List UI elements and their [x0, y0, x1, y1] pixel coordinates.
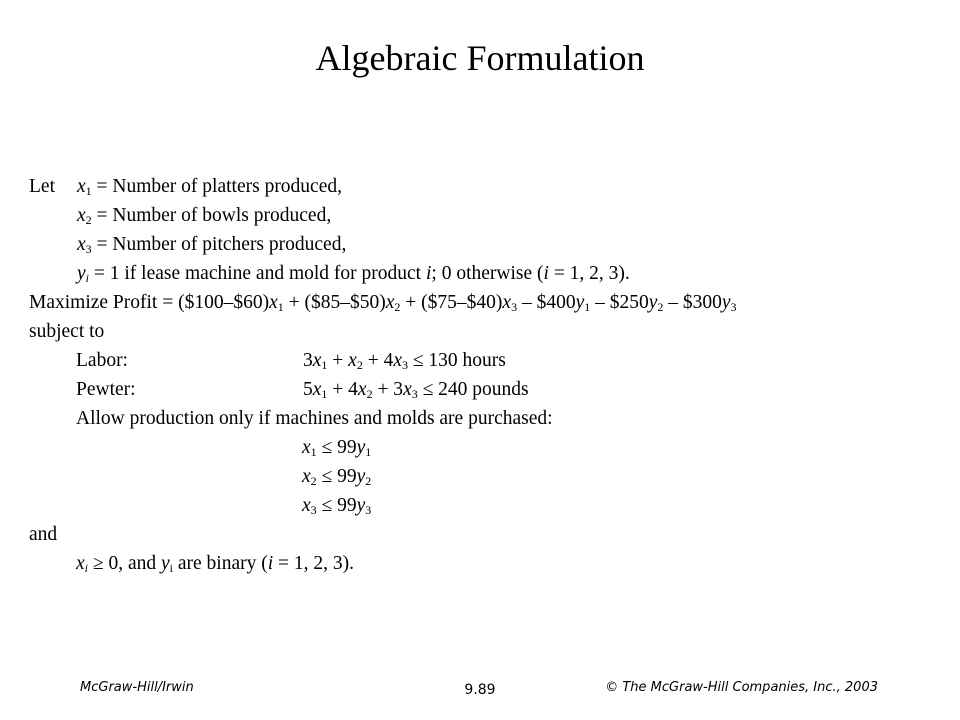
nonnegativity-constraint: $x_i \ge 0$, and $y_i$ are binary (i = 1, 2, 3). [76, 553, 355, 575]
footer-copyright: © The McGraw-Hill Companies, Inc., 2003 [605, 680, 878, 695]
linking-constraint-3: $x_3 \le 99y_3$ [302, 495, 372, 517]
constraint-labor: Labor: $3x_1 + x_2 + 4x_3 \le 130$ hours [76, 350, 506, 372]
definition-line-x2: $x_2$ = Number of bowls produced, [77, 205, 332, 227]
definition-line-x3: $x_3$ = Number of pitchers produced, [77, 234, 347, 256]
constraint-pewter: Pewter: $5x_1 + 4x_2 + 3x_3 \le 240$ pounds [76, 379, 529, 401]
subject-to-label: subject to [29, 321, 105, 342]
definition-line-x1: Let $x_1$ = Number of platters produced, [29, 172, 954, 201]
linking-constraint-2: $x_2 \le 99y_2$ [302, 466, 372, 488]
footer-publisher: McGraw-Hill/Irwin [80, 680, 194, 695]
objective-function: Maximize Profit = $(\$100-\$60)x_1$ + $(\$85-\$50)x_2$ + $(\$75-\$40)x_3$ – $\$400y_1$ – $\$250y_2$ – $\$300y_3$ [29, 292, 737, 314]
formulation-body [29, 172, 954, 578]
allow-production-text: Allow production only if machines and molds are purchased: [76, 408, 553, 429]
page-title: Algebraic Formulation [315, 38, 645, 78]
linking-constraint-1: $x_1 \le 99y_1$ [302, 437, 372, 459]
definition-line-yi: $y_i = 1$ if lease machine and mold for product i; 0 otherwise (i = 1, 2, 3). [77, 263, 630, 285]
and-label: and [29, 524, 58, 545]
let-label: Let [29, 176, 55, 197]
footer-page-number: 9.89 [464, 682, 496, 698]
